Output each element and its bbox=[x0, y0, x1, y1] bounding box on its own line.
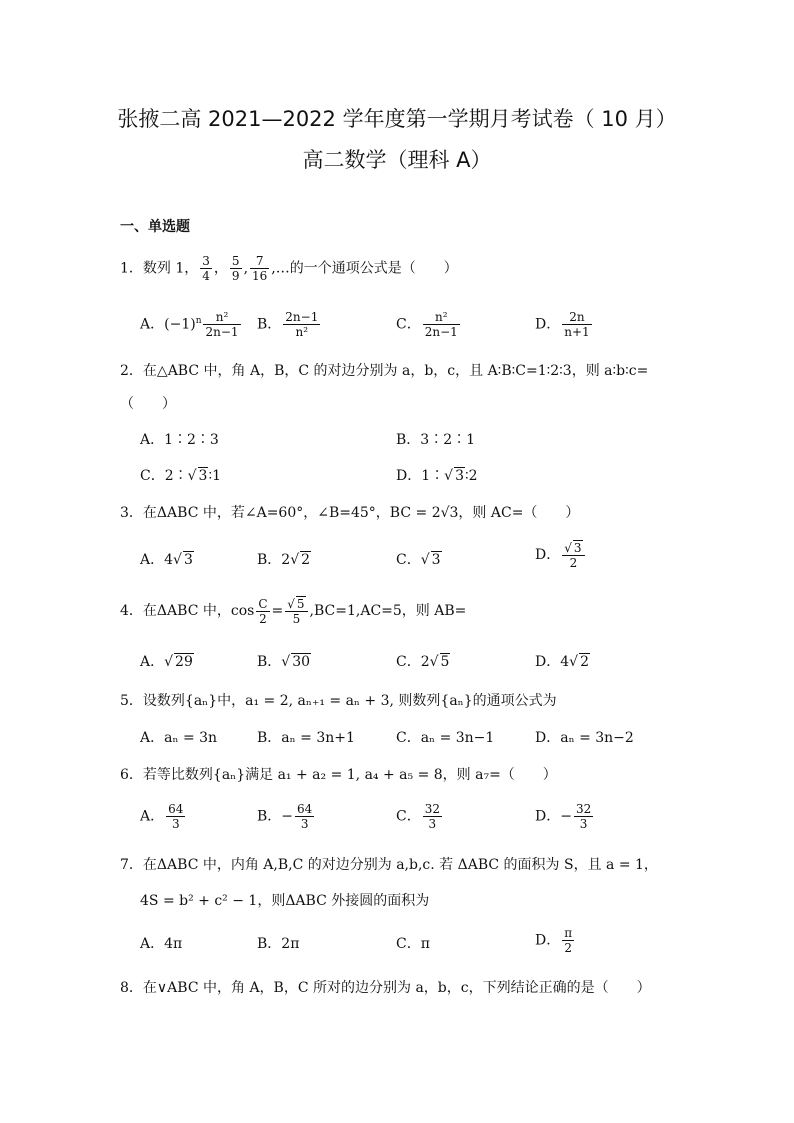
question-3: 3．在ΔABC 中，若∠A=60°，∠B=45°，BC = 2√3，则 AC=（ ） bbox=[120, 505, 580, 521]
exam-subtitle: 高二数学（理科 A） bbox=[302, 148, 492, 172]
option-b[interactable]: B．2√ 2 bbox=[257, 552, 311, 568]
question-2: 2．在△ABC 中，角 A，B，C 的对边分别为 a，b，c，且 A∶B∶C=1∶2∶3，则 a∶b∶c= bbox=[120, 363, 649, 379]
question-text: 数列 1， bbox=[142, 260, 199, 277]
option-c[interactable]: C．aₙ = 3n−1 bbox=[396, 730, 495, 746]
question-7: 7．在ΔABC 中，内角 A,B,C 的对边分别为 a,b,c. 若 ΔABC 的面积为 S，且 a = 1， bbox=[120, 857, 658, 873]
option-d[interactable]: D．1∶√ 3∶2 bbox=[396, 468, 478, 484]
fraction: $\frac{5}{9}$ bbox=[231, 254, 240, 283]
option-a[interactable]: A．aₙ = 3n bbox=[140, 730, 218, 746]
option-c[interactable]: C．2∶√ 3∶1 bbox=[140, 468, 222, 484]
option-d[interactable]: D． $\frac{\pi}{2}$ bbox=[535, 926, 573, 955]
option-a[interactable]: A．1∶2∶3 bbox=[140, 432, 219, 448]
exam-title: 张掖二高 2021—2022 学年度第一学期月考试卷（ 10 月） bbox=[117, 107, 677, 131]
option-d[interactable]: D．− $\frac{32}{3}$ bbox=[535, 802, 592, 831]
question-8: 8．在∨ABC 中，角 A，B，C 所对的边分别为 a，b，c，下列结论正确的是（ ） bbox=[120, 980, 651, 996]
question-6: 6．若等比数列{aₙ}满足 a₁ + a₂ = 1, a₄ + a₅ = 8，则 a₇=（ ） bbox=[120, 767, 557, 783]
fraction: $\frac{7}{16}$ bbox=[252, 254, 268, 283]
question-1: 1．数列 1， $\frac{3}{4}$ ， $\frac{5}{9}$ , $\frac{7}{16}$ ,…的一个通项公式是（ ） bbox=[120, 254, 458, 283]
option-b[interactable]: B．− $\frac{64}{3}$ bbox=[257, 802, 313, 831]
option-a[interactable]: A．4√ 3 bbox=[140, 552, 193, 568]
option-d[interactable]: D． $\frac{2n}{n+1}$ bbox=[535, 310, 590, 339]
option-a[interactable]: A．√ 29 bbox=[140, 654, 193, 670]
question-5: 5．设数列{aₙ}中，a₁ = 2, aₙ₊₁ = aₙ + 3, 则数列{aₙ}的通项公式为 bbox=[120, 693, 557, 709]
option-b[interactable]: B．3∶2∶1 bbox=[396, 432, 476, 448]
option-b[interactable]: B．aₙ = 3n+1 bbox=[257, 730, 355, 746]
option-c[interactable]: C．2√ 5 bbox=[396, 654, 450, 670]
option-d[interactable]: D．4√ 2 bbox=[535, 654, 589, 670]
option-c[interactable]: C． $\frac{\text{n²}}{2n-1}$ bbox=[396, 310, 458, 339]
option-a[interactable]: A．$(-1)^n$ $\frac{\text{n²}}{2n-1}$ bbox=[140, 310, 239, 339]
question-number: 1． bbox=[120, 260, 143, 277]
option-b[interactable]: B． $\frac{2n-1}{\text{n²}}$ bbox=[257, 310, 319, 339]
question-7-line2: 4S = b² + c² − 1，则ΔABC 外接圆的面积为 bbox=[140, 893, 430, 909]
option-a[interactable]: A． $\frac{64}{3}$ bbox=[140, 802, 184, 831]
question-text: ,…的一个通项公式是（ ） bbox=[271, 260, 458, 277]
option-a[interactable]: A．4π bbox=[140, 936, 183, 952]
option-d[interactable]: D． $\frac{√ 3}{2}$ bbox=[535, 540, 587, 570]
option-d[interactable]: D．aₙ = 3n−2 bbox=[535, 730, 634, 746]
question-4: 4．在ΔABC 中，cos $\frac{C}{2}$ = $\frac{√ 5}{5}$ ,BC=1,AC=5，则 AB= bbox=[120, 596, 467, 626]
option-c[interactable]: C． $\frac{32}{3}$ bbox=[396, 802, 440, 831]
option-b[interactable]: B．√ 30 bbox=[257, 654, 311, 670]
option-c[interactable]: C．√ 3 bbox=[396, 552, 441, 568]
option-b[interactable]: B．2π bbox=[257, 936, 300, 952]
question-2-blank: （ ） bbox=[120, 396, 176, 412]
option-c[interactable]: C．π bbox=[396, 936, 430, 952]
section-heading: 一、单选题 bbox=[120, 219, 190, 235]
fraction: $\frac{3}{4}$ bbox=[202, 254, 210, 283]
